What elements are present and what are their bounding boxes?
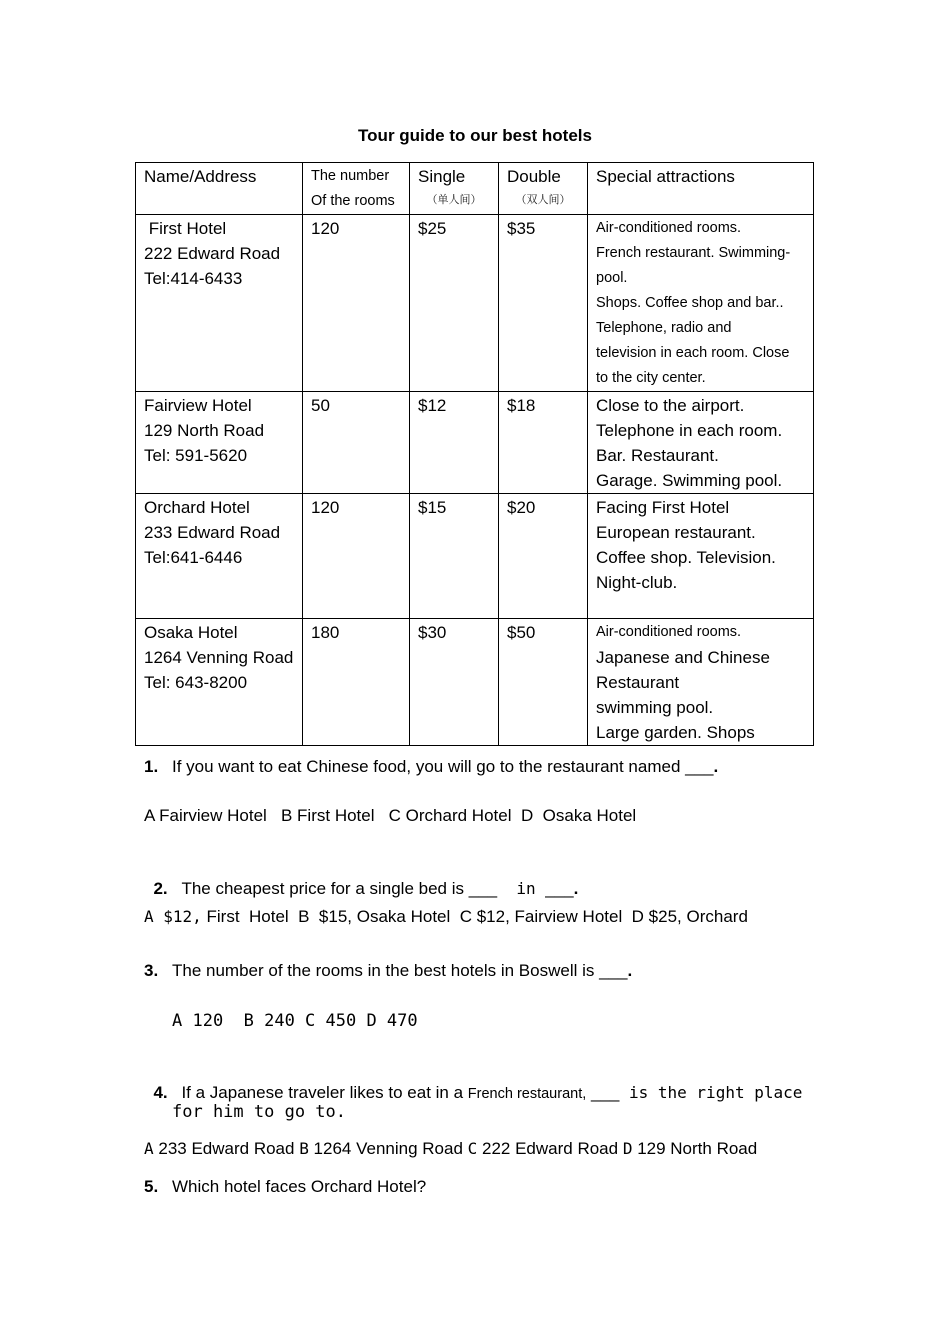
- header-single-cn: （单人间）: [426, 193, 482, 206]
- option-text: 222 Edward Road: [477, 1139, 623, 1158]
- question-end: .: [627, 961, 633, 980]
- question-4: [144, 1063, 802, 1103]
- hotel-single-price: $30: [410, 619, 499, 746]
- table-row: [136, 215, 814, 392]
- hotel-name-address: [136, 392, 303, 494]
- hotel-tel: Tel:414-6433: [144, 269, 243, 288]
- option-letter: C: [467, 1139, 478, 1158]
- attraction-line: Bar. Restaurant.: [596, 446, 719, 465]
- header-double-label: Double: [507, 167, 561, 186]
- hotel-double-price: $35: [499, 215, 588, 392]
- option-letter: A: [144, 1139, 154, 1158]
- question-text: The number of the rooms in the best hotels in Boswell is ___: [172, 961, 628, 980]
- question-1-options: A Fairview Hotel B First Hotel C Orchard Hotel D Osaka Hotel: [144, 806, 637, 825]
- hotel-attractions: [588, 619, 814, 746]
- question-3-options: A 120 B 240 C 450 D 470: [172, 1011, 418, 1031]
- hotel-address: 129 North Road: [144, 421, 265, 440]
- hotel-single-price: $15: [410, 494, 499, 619]
- hotel-double-price: $18: [499, 392, 588, 494]
- question-number: 3.: [144, 961, 159, 980]
- header-single-label: Single: [418, 167, 466, 186]
- hotel-name: First Hotel: [144, 219, 227, 238]
- hotel-name: Fairview Hotel: [144, 396, 252, 415]
- attraction-line: to the city center.: [596, 370, 706, 386]
- question-5: [144, 1177, 426, 1197]
- question-end: .: [713, 757, 719, 776]
- option-letter: B: [299, 1139, 309, 1158]
- hotel-double-price: $50: [499, 619, 588, 746]
- attraction-line: Garage. Swimming pool.: [596, 471, 783, 490]
- header-name: Name/Address: [136, 163, 303, 215]
- option-text: 129 North Road: [632, 1139, 758, 1158]
- question-text: If a Japanese traveler likes to eat in a: [181, 1083, 468, 1102]
- question-number: 5.: [144, 1177, 159, 1196]
- hotel-single-price: $25: [410, 215, 499, 392]
- question-end: .: [573, 879, 579, 898]
- header-attractions: Special attractions: [588, 163, 814, 215]
- hotel-name-address: [136, 215, 303, 392]
- option-text: 233 Edward Road: [153, 1139, 300, 1158]
- attraction-line: European restaurant.: [596, 523, 756, 542]
- hotel-rooms: 120: [303, 215, 410, 392]
- hotel-name: Osaka Hotel: [144, 623, 238, 642]
- attraction-line: Air-conditioned rooms.: [596, 624, 742, 640]
- header-rooms: [303, 163, 410, 215]
- option-letter: D: [622, 1139, 633, 1158]
- hotel-rooms: 180: [303, 619, 410, 746]
- table-row: [136, 494, 814, 619]
- attraction-line: Telephone, radio and: [596, 320, 732, 336]
- question-4-options: [144, 1139, 757, 1159]
- question-text: ___: [586, 1083, 620, 1102]
- hotel-address: 222 Edward Road: [144, 244, 281, 263]
- hotel-double-price: $20: [499, 494, 588, 619]
- header-rooms-line2: Of the rooms: [311, 193, 395, 209]
- attraction-line: Restaurant: [596, 673, 680, 692]
- option-mono: A $12,: [144, 907, 202, 926]
- question-4-line2: for him to go to.: [172, 1102, 346, 1122]
- table-row: [136, 619, 814, 746]
- hotel-tel: Tel:641-6446: [144, 548, 243, 567]
- option-text: 1264 Venning Road: [308, 1139, 468, 1158]
- hotel-attractions: [588, 215, 814, 392]
- option-text: First Hotel B $15, Osaka Hotel C $12, Fairview Hotel D $25, Orchard: [201, 907, 748, 926]
- attraction-line: Close to the airport.: [596, 396, 745, 415]
- hotel-single-price: $12: [410, 392, 499, 494]
- hotel-tel: Tel: 643-8200: [144, 673, 248, 692]
- hotel-attractions: [588, 494, 814, 619]
- hotel-name: Orchard Hotel: [144, 498, 250, 517]
- attraction-line: Japanese and Chinese: [596, 648, 770, 667]
- attraction-line: Shops. Coffee shop and bar..: [596, 295, 784, 311]
- table-row: [136, 392, 814, 494]
- attraction-line: Coffee shop. Television.: [596, 548, 776, 567]
- attraction-line: Air-conditioned rooms.: [596, 220, 742, 236]
- hotel-name-address: [136, 619, 303, 746]
- table-header-row: [136, 163, 814, 215]
- hotel-rooms: 50: [303, 392, 410, 494]
- hotel-tel: Tel: 591-5620: [144, 446, 248, 465]
- question-text-mono: is the right place: [619, 1083, 803, 1102]
- question-2-options: [144, 907, 748, 927]
- question-1: [144, 757, 718, 777]
- header-double-cn: （双人间）: [515, 193, 571, 206]
- question-text-small: French restaurant,: [467, 1086, 587, 1102]
- question-3: [144, 961, 632, 981]
- attraction-line: television in each room. Close: [596, 345, 790, 361]
- question-text-mono: in: [497, 879, 546, 898]
- question-number: 2.: [153, 879, 168, 898]
- attraction-line: Night-club.: [596, 573, 678, 592]
- attraction-line: Telephone in each room.: [596, 421, 783, 440]
- hotels-table: [135, 162, 814, 746]
- header-rooms-line1: The number: [311, 168, 390, 184]
- question-text: ___: [545, 879, 574, 898]
- question-text: If you want to eat Chinese food, you will go to the restaurant named ___: [172, 757, 714, 776]
- header-single: [410, 163, 499, 215]
- attraction-line: swimming pool.: [596, 698, 714, 717]
- header-double: [499, 163, 588, 215]
- question-text: Which hotel faces Orchard Hotel?: [172, 1177, 427, 1196]
- attraction-line: French restaurant. Swimming-: [596, 245, 791, 261]
- attraction-line: Facing First Hotel: [596, 498, 730, 517]
- attraction-line: Large garden. Shops: [596, 723, 755, 742]
- question-number: 4.: [153, 1083, 168, 1102]
- question-number: 1.: [144, 757, 159, 776]
- hotel-address: 1264 Venning Road: [144, 648, 294, 667]
- page-title: Tour guide to our best hotels: [358, 126, 592, 145]
- hotel-rooms: 120: [303, 494, 410, 619]
- attraction-line: pool.: [596, 270, 628, 286]
- question-2: [144, 859, 578, 899]
- question-text: The cheapest price for a single bed is ___: [181, 879, 498, 898]
- hotel-name-address: [136, 494, 303, 619]
- hotel-attractions: [588, 392, 814, 494]
- hotel-address: 233 Edward Road: [144, 523, 281, 542]
